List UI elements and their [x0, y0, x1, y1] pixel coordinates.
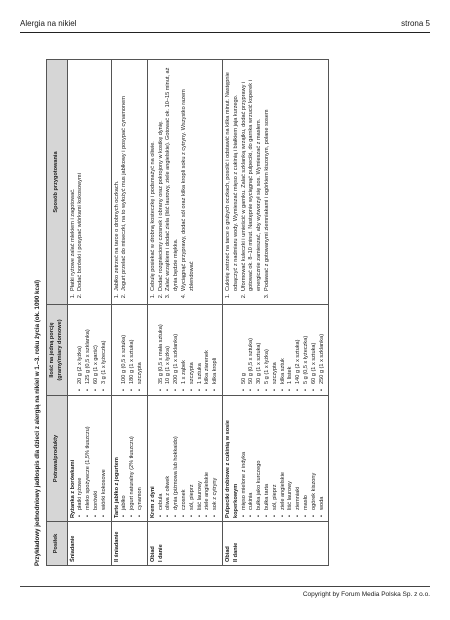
ingredient-item: • cebula: [158, 399, 166, 510]
amount-item: • 250 g (1 x szklanka): [319, 308, 327, 384]
amount-item: • 30 g (1 x sztuka): [256, 308, 264, 384]
header-meal: Posiłek: [47, 522, 68, 566]
ingredient-item: • płatki ryżowe: [77, 399, 85, 510]
step-item: 3. Zalać wrzątkiem i dodać ziela (liść laurowy, ziele angielskie). Gotować ok. 10–15 minut, aż dynia będzie miękka.: [165, 63, 181, 292]
amount-list: [77, 308, 108, 392]
dish-name: Krem z dyni: [149, 486, 156, 518]
product-cell: [111, 396, 147, 522]
amount-item: • 20 g (2 x łyżka): [77, 308, 85, 384]
dish-name: Pulpeciki drobiowe z cukinią w sosie koperkowym: [224, 420, 239, 518]
amount-item: • 35 g (0,5 x mała sztuka): [158, 308, 166, 384]
amount-item: • 200 g (1 x szklanka): [173, 308, 181, 384]
meal-cell: Śniadanie: [67, 522, 111, 566]
rotated-table-block: [34, 60, 430, 566]
step-list: [114, 63, 130, 301]
ingredient-item: • ogórek kiszony: [311, 399, 319, 510]
amount-item: • 5 g (0,5 x łyżeczka): [303, 308, 311, 384]
amount-item: • 100 g (0,5 x sztuka): [121, 308, 129, 384]
ingredient-list: [158, 399, 220, 518]
amount-item: • kilka kropli: [212, 308, 220, 384]
table-row: [67, 60, 111, 566]
ingredient-item: • liść laurowy: [287, 399, 295, 510]
amount-item: • 1 sztuka: [197, 308, 205, 384]
amount-cell: [222, 305, 328, 396]
page-footer: [20, 586, 430, 598]
menu-table: [46, 59, 329, 566]
amount-item: • szczypta: [272, 308, 280, 384]
table-row: [111, 60, 147, 566]
step-list: [150, 63, 197, 301]
step-item: 1. Cebulę posiekać w drobną kosteczkę i podsmażyć na oliwie.: [150, 63, 158, 292]
amount-item: • 10 g (1 x łyżka): [165, 308, 173, 384]
amount-item: • 1 x ząbek: [181, 308, 189, 384]
step-list: [70, 63, 86, 301]
ingredient-item: • sok z cytryny: [212, 399, 220, 510]
page-number: strona 5: [401, 19, 430, 28]
amount-cell: [147, 305, 222, 396]
method-cell: [111, 60, 147, 305]
table-body: [67, 60, 329, 566]
amount-item: • szczypta: [189, 308, 197, 384]
ingredient-item: • wiórki kokosowe: [101, 399, 109, 510]
product-cell: [67, 396, 111, 522]
step-list: [225, 63, 272, 301]
amount-item: • 180 g (1 x sztuka): [129, 308, 137, 384]
amount-item: • 5 g (1 x łyżka): [264, 308, 272, 384]
amount-item: • 60 g (1 x garść): [93, 308, 101, 384]
step-item: 2. Dodać borówki i posypać wiórkami kokosowymi: [77, 63, 85, 292]
ingredient-item: • cukinia: [248, 399, 256, 510]
ingredient-item: • mięso mielone z indyka: [241, 399, 249, 510]
table-header-row: [47, 60, 68, 566]
ingredient-item: • jabłko: [121, 399, 129, 510]
ingredient-item: • ziele angielskie: [280, 399, 288, 510]
ingredient-item: • czosnek: [181, 399, 189, 510]
amount-list: [121, 308, 144, 392]
step-item: 2. Uformować kuleczki i umieścić w garnku. Zalać szklanką wrzątku, dodać przyprawy i gotować ok. 8–10 minut. Następnie wyciągnąć pulpeciki, do garnka wrzucić koperek i energicznie zamieszać, aby wytworzył się sos. Wymieszać z masłem.: [241, 63, 264, 292]
step-item: 1. Jabłko zetrzeć na tarce o drobnych oczkach.: [114, 63, 122, 292]
header-rule: [20, 32, 430, 33]
ingredient-item: • mleko spożywcze (1,5% tłuszczu): [85, 399, 93, 510]
amount-item: • 50 g (0,5 x sztuka): [248, 308, 256, 384]
amount-cell: [111, 305, 147, 396]
dish-name: Ryżanka z borówkami: [69, 459, 76, 518]
step-item: 1. Cukinię zetrzeć na tarce o grubych oczkach, posolić i odstawić na kilka minut. Następnie odsączyć z nadmiaru wody. Wymieszać mięso z cukinią i białkiem jaja kurzego.: [225, 63, 241, 292]
ingredient-item: • borówki: [93, 399, 101, 510]
ingredient-item: • masło: [303, 399, 311, 510]
step-item: 1. Płatki ryżowe zalać mlekiem i zagotować.: [70, 63, 78, 292]
amount-item: • 125 g (0,5 x szklanka): [85, 308, 93, 384]
ingredient-item: • sól, pieprz: [272, 399, 280, 510]
table-caption: Przykładowy jednodniowy jadłospis dla dzieci z alergią na nikiel w 1.–3. roku życia (ok. 1090 kcal): [34, 279, 41, 566]
ingredient-list: [241, 399, 327, 518]
ingredient-item: • sól, pieprz: [189, 399, 197, 510]
amount-list: [158, 308, 220, 392]
footer-rule: [20, 586, 430, 587]
amount-item: • 3 g (1 x łyżeczka): [101, 308, 109, 384]
amount-item: • 60 g (1 x sztuka): [311, 308, 319, 384]
meal-cell: II śniadanie: [111, 522, 147, 566]
step-item: 2. Jogurt przelać do miseczki, na to wyłożyć mus jabłkowy i posypać cynamonem: [121, 63, 129, 292]
ingredient-item: • bułka jako kurczego: [256, 399, 264, 510]
amount-item: • 140 g (2 x sztuka): [295, 308, 303, 384]
amount-item: • kilka sztuk: [280, 308, 288, 384]
ingredient-item: • jogurt naturalny (2% tłuszczu): [129, 399, 137, 510]
ingredient-list: [77, 399, 108, 518]
table-row: [147, 60, 222, 566]
ingredient-item: • ziele angielskie: [204, 399, 212, 510]
amount-item: • 50 g: [241, 308, 249, 384]
ingredient-list: [121, 399, 144, 518]
amount-item: • kilka ziarenek: [204, 308, 212, 384]
amount-item: • 1 listek: [287, 308, 295, 384]
step-item: 3. Podawać z gotowanymi ziemniakami i ogórkiem kiszonym, polane sosem: [264, 63, 272, 292]
ingredient-item: • oliwa z oliwek: [165, 399, 173, 510]
page-header: [20, 16, 430, 36]
amount-item: • szczypta: [137, 308, 145, 384]
ingredient-item: • ziemniaki: [295, 399, 303, 510]
table-row: [222, 60, 328, 566]
ingredient-item: • cynamon: [137, 399, 145, 510]
meal-cell: Obiad II danie: [222, 522, 328, 566]
header-method: Sposób przygotowania: [47, 60, 68, 305]
copyright: Copyright by Forum Media Polska Sp. z o.o.: [302, 591, 430, 598]
amount-cell: [67, 305, 111, 396]
meal-cell: Obiad I danie: [147, 522, 222, 566]
ingredient-item: • dynia (piżmowa lub hokkaido): [173, 399, 181, 510]
product-cell: [147, 396, 222, 522]
method-cell: [67, 60, 111, 305]
product-cell: [222, 396, 328, 522]
document-title: Alergia na nikiel: [20, 19, 77, 28]
dish-name: Tarte jabłko z jogurtem: [113, 457, 120, 518]
ingredient-item: • liść laurowy: [197, 399, 205, 510]
amount-list: [241, 308, 327, 392]
ingredient-item: • bułka tarta: [264, 399, 272, 510]
step-item: 2. Dodać rozgnieciony czosnek i obrany oraz pokrojony w kostkę dynię.: [158, 63, 166, 292]
method-cell: [147, 60, 222, 305]
step-item: 4. Wyciągnąć przyprawy, dodać sól oraz kilka kropli soku z cytryny. Wszystko razem zblendować: [181, 63, 197, 292]
ingredient-item: • woda: [319, 399, 327, 510]
header-weight: Ilość na jedną porcję (gramy/miary domowe): [47, 305, 68, 396]
method-cell: [222, 60, 328, 305]
header-product: Potrawa/produkty: [47, 396, 68, 522]
